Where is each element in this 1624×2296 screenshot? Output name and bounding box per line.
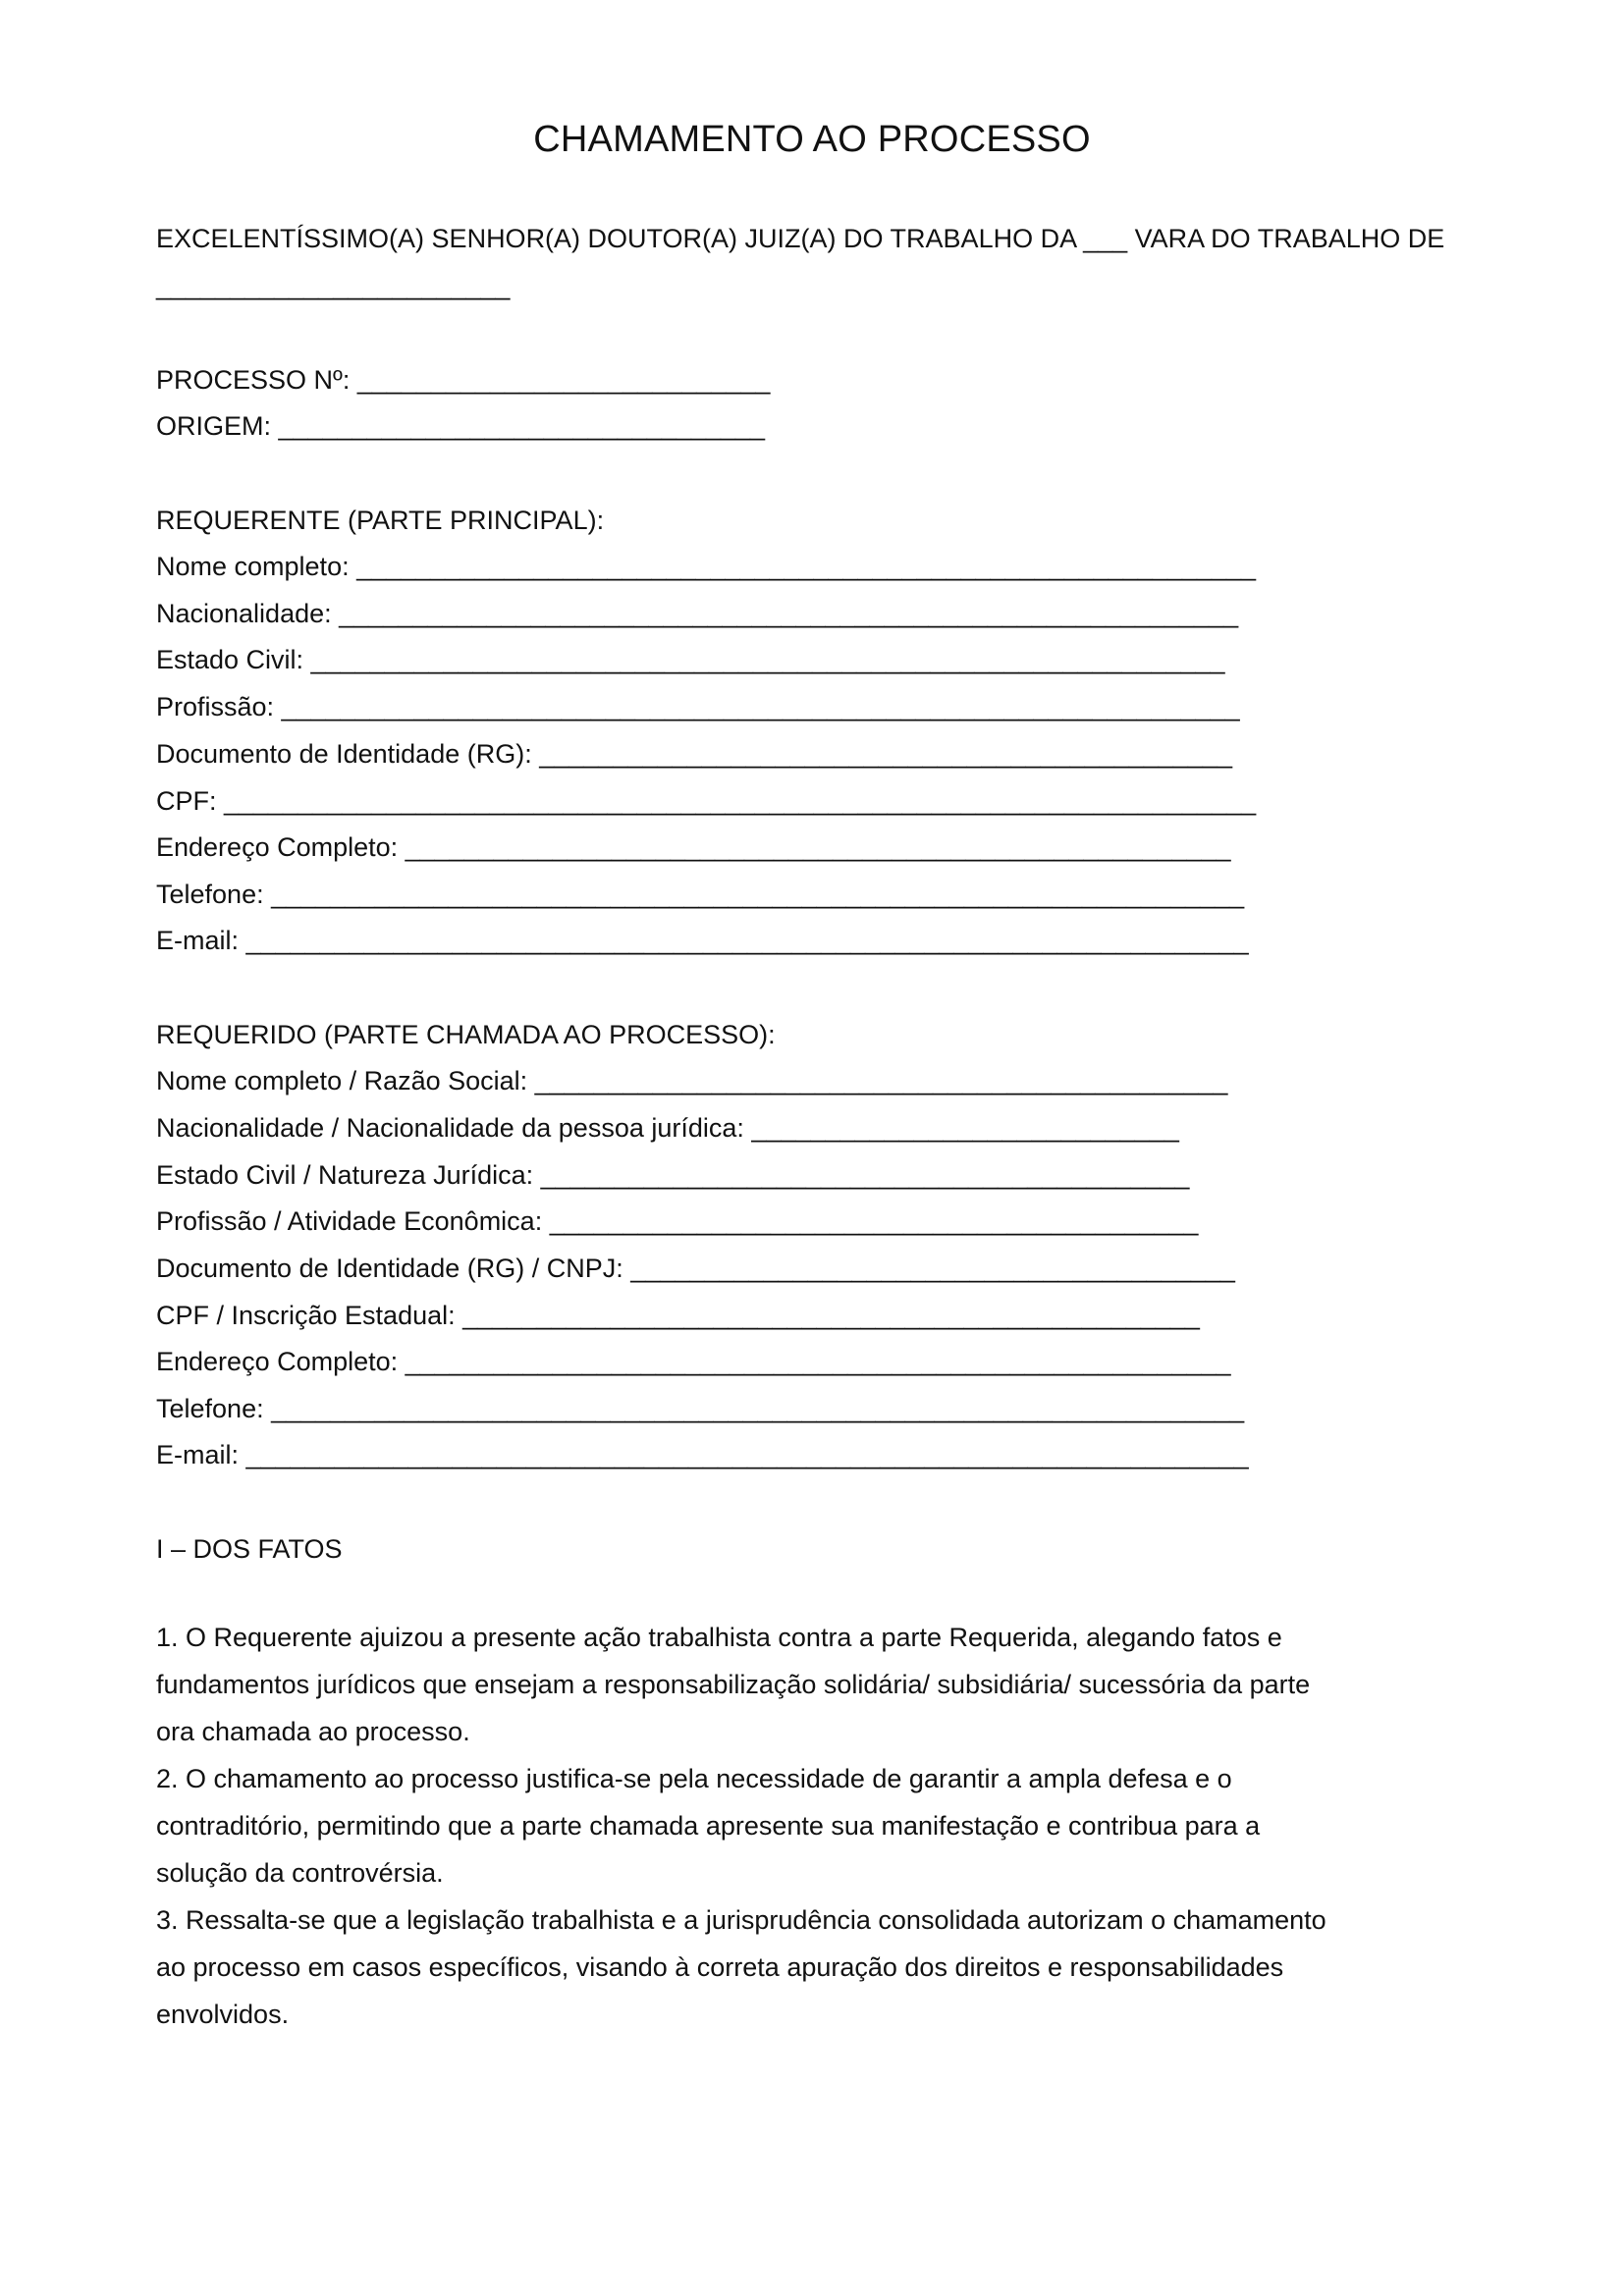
requerente-field-rg: Documento de Identidade (RG): _______________________________________________ <box>156 739 1232 769</box>
document-title: CHAMAMENTO AO PROCESSO <box>533 119 1091 160</box>
requerente-field-nome: Nome completo: _____________________________________________________________ <box>156 552 1257 581</box>
requerido-field-estado-civil: Estado Civil / Natureza Jurídica: ____________________________________________ <box>156 1160 1190 1190</box>
origem-field: ORIGEM: _________________________________ <box>156 411 766 441</box>
requerido-field-telefone: Telefone: __________________________________________________________________ <box>156 1394 1245 1423</box>
requerente-field-cpf: CPF: ______________________________________________________________________ <box>156 786 1257 816</box>
requerido-field-endereco: Endereço Completo: ________________________________________________________ <box>156 1347 1231 1376</box>
requerente-field-endereco: Endereço Completo: ________________________________________________________ <box>156 832 1231 862</box>
fatos-paragraph-2: 2. O chamamento ao processo justifica-se pela necessidade de garantir a ampla defesa e o contraditório, permitindo que a parte chamada apresente sua manifestação e contribua para a solução da controvérsia. <box>156 1764 1261 1888</box>
fatos-paragraphs <box>156 1614 1334 2038</box>
requerido-field-profissao: Profissão / Atividade Econômica: ____________________________________________ <box>156 1206 1199 1236</box>
section-heading-fatos: I – DOS FATOS <box>156 1534 343 1564</box>
requerente-field-estado-civil: Estado Civil: ______________________________________________________________ <box>156 645 1225 674</box>
requerido-field-nome: Nome completo / Razão Social: _______________________________________________ <box>156 1066 1228 1095</box>
requerente-field-nacionalidade: Nacionalidade: _____________________________________________________________ <box>156 599 1239 628</box>
requerido-field-cpf: CPF / Inscrição Estadual: __________________________________________________ <box>156 1301 1200 1330</box>
requerente-field-profissao: Profissão: _________________________________________________________________ <box>156 692 1240 721</box>
requerente-field-email: E-mail: ____________________________________________________________________ <box>156 926 1249 955</box>
fatos-paragraph-3: 3. Ressalta-se que a legislação trabalhista e a jurisprudência consolidada autorizam o chamamento ao processo em casos específicos, visando à correta apuração dos direitos e responsabilidades envolvidos. <box>156 1905 1326 2029</box>
requerente-field-telefone: Telefone: __________________________________________________________________ <box>156 880 1245 909</box>
addressee-blank: ________________________ <box>156 271 511 300</box>
fatos-paragraph-1: 1. O Requerente ajuizou a presente ação trabalhista contra a parte Requerida, alegando fatos e fundamentos jurídicos que ensejam a responsabilização solidária/ subsidiária/ sucessória da parte ora chamada ao processo. <box>156 1623 1311 1746</box>
processo-field: PROCESSO Nº: ____________________________ <box>156 365 771 395</box>
requerido-field-rg-cnpj: Documento de Identidade (RG) / CNPJ: _________________________________________ <box>156 1254 1235 1283</box>
addressee-line: EXCELENTÍSSIMO(A) SENHOR(A) DOUTOR(A) JUIZ(A) DO TRABALHO DA ___ VARA DO TRABALHO DE <box>156 224 1445 253</box>
requerido-heading: REQUERIDO (PARTE CHAMADA AO PROCESSO): <box>156 1020 776 1049</box>
requerido-field-email: E-mail: ____________________________________________________________________ <box>156 1440 1249 1469</box>
requerente-heading: REQUERENTE (PARTE PRINCIPAL): <box>156 506 605 535</box>
requerido-field-nacionalidade: Nacionalidade / Nacionalidade da pessoa jurídica: _____________________________ <box>156 1113 1179 1143</box>
